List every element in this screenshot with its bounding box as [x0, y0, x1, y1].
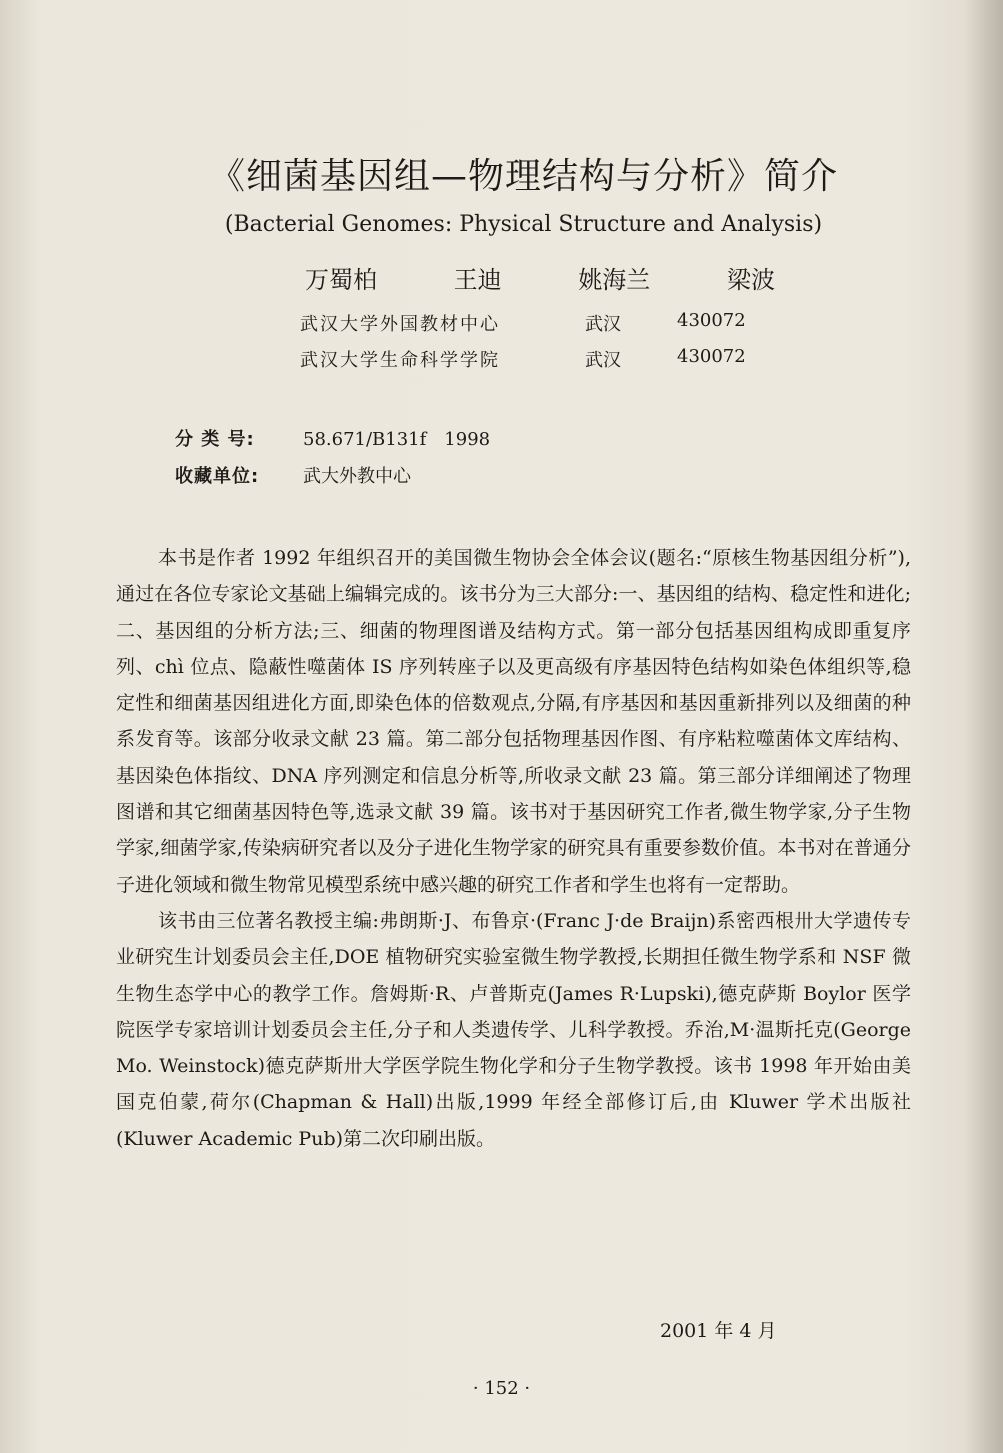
affiliation-zip: 430072 [677, 310, 746, 331]
holding-label: 收藏单位: [175, 466, 260, 487]
body-text [116, 540, 911, 1157]
affiliation-row [300, 310, 770, 336]
affiliation-row [300, 346, 770, 372]
affiliation-zip: 430072 [677, 346, 746, 367]
page-number: · 152 · [472, 1378, 531, 1399]
classification-label: 分 类 号: [175, 429, 255, 450]
english-subtitle: (Bacterial Genomes: Physical Structure and Analysis) [224, 212, 823, 237]
page-edge-shadow [965, 0, 1003, 1453]
affiliation-org: 武汉大学生命科学学院 [300, 350, 500, 371]
affiliation-city: 武汉 [585, 350, 621, 371]
holding-value: 武大外教中心 [303, 466, 411, 487]
page-title: 《细菌基因组—物理结构与分析》简介 [208, 156, 838, 197]
author-name: 王迪 [453, 266, 502, 294]
paragraph: 该书由三位著名教授主编:弗朗斯·J、布鲁京·(Franc J·de Braijn)系密西根卅大学遗传专业研究生计划委员会主任,DOE 植物研究实验室微生物学教授,长期担任微生物学系和 NSF 微生物生态学中心的教学工作。詹姆斯·R、卢普斯克(James R·Lupski),德克萨斯 Boylor 医学院医学专家培训计划委员会主任,分子和人类遗传学、儿科学教授。乔治,M·温斯托克(George Mo. Weinstock)德克萨斯卅大学医学院生物化学和分子生物学教授。该书 1998 年开始由美国克伯蒙,荷尔(Chapman & Hall)出版,1999 年经全部修订后,由 Kluwer 学术出版社(Kluwer Academic Pub)第二次印刷出版。 [116, 909, 911, 1150]
author-name: 万蜀柏 [305, 266, 377, 294]
author-list [305, 260, 775, 295]
paragraph: 本书是作者 1992 年组织召开的美国微生物协会全体会议(题名:“原核生物基因组分析”),通过在各位专家论文基础上编辑完成的。该书分为三大部分:一、基因组的结构、稳定性和进化;二、基因组的分析方法;三、细菌的物理图谱及结构方式。第一部分包括基因组构成即重复序列、chì 位点、隐蔽性噬菌体 IS 序列转座子以及更高级有序基因特色结构如染色体组织等,稳定性和细菌基因组进化方面,即染色体的倍数观点,分隔,有序基因和基因重新排列以及细菌的种系发育等。该部分收录文献 23 篇。第二部分包括物理基因作图、有序粘粒噬菌体文库结构、基因染色体指纹、DNA 序列测定和信息分析等,所收录文献 23 篇。第三部分详细阐述了物理图谱和其它细菌基因特色等,选录文献 39 篇。该书对于基因研究工作者,微生物学家,分子生物学家,细菌学家,传染病研究者以及分子进化生物学家的研究具有重要参数价值。本书对在普通分子进化领域和微生物常见模型系统中感兴趣的研究工作者和学生也将有一定帮助。 [116, 547, 911, 896]
author-name: 梁波 [726, 266, 775, 294]
affiliation-city: 武汉 [585, 314, 621, 335]
classification-row [175, 425, 490, 451]
classification-value: 58.671/B131f 1998 [303, 429, 491, 450]
date-line: 2001 年 4 月 [660, 1320, 777, 1342]
author-name: 姚海兰 [578, 266, 651, 294]
holding-row [175, 462, 411, 488]
affiliation-org: 武汉大学外国教材中心 [300, 314, 500, 335]
